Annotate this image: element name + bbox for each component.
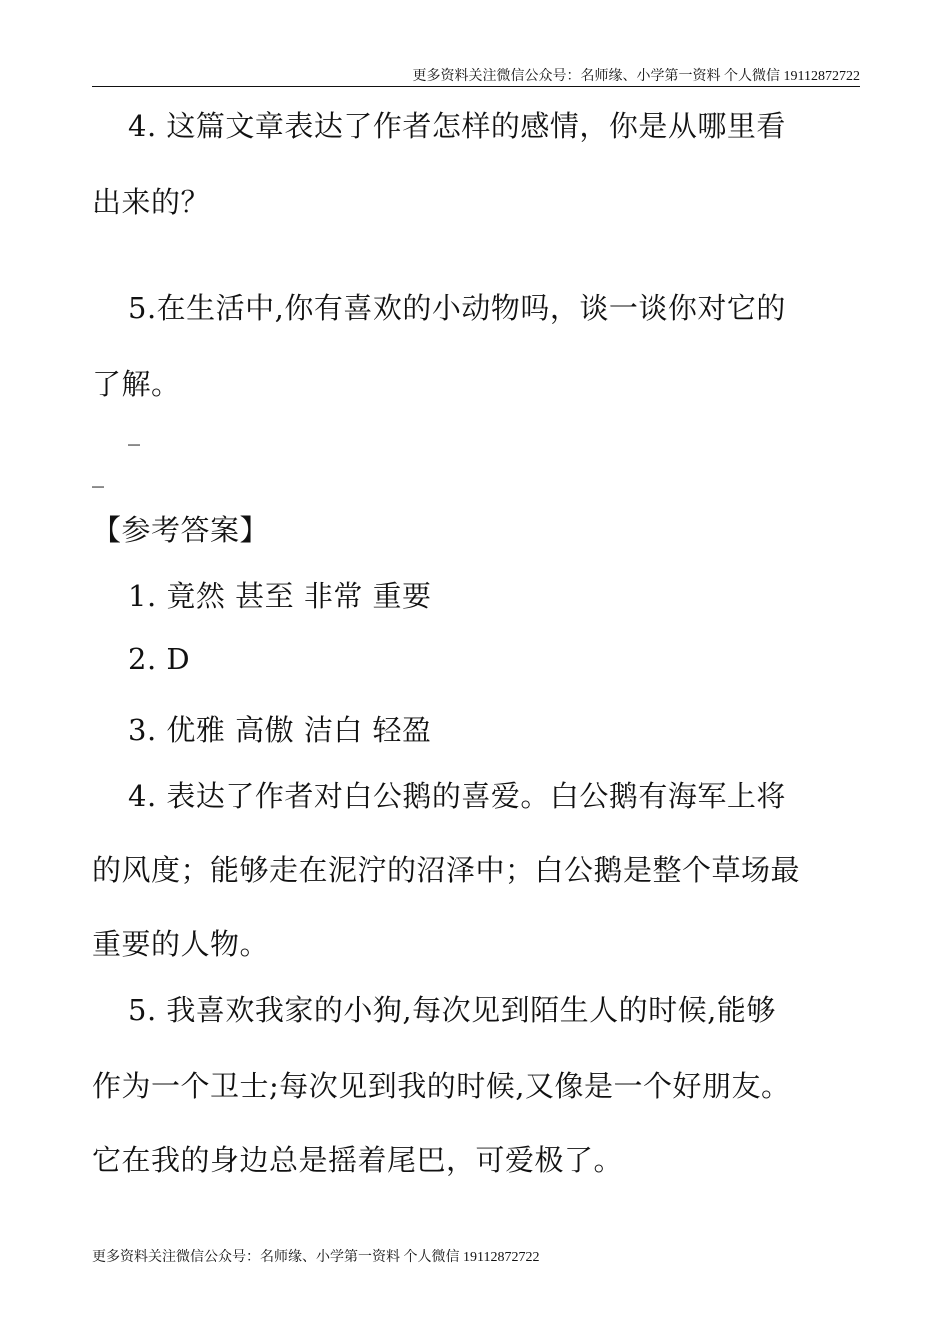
answer-4-line-3: 重要的人物。 [92,927,270,961]
question-4-line-2: 出来的？ [92,185,211,219]
answer-5-line-1: 5. 我喜欢我家的小狗,每次见到陌生人的时候,能够 [128,993,776,1027]
answer-5-line-2: 作为一个卫士;每次见到我的时候,又像是一个好朋友。 [92,1069,791,1103]
answer-1: 1. 竟然 甚至 非常 重要 [128,579,432,613]
question-4-line-1: 4. 这篇文章表达了作者怎样的感情，你是从哪里看 [128,109,786,143]
answer-4-line-2: 的风度；能够走在泥泞的沼泽中；白公鹅是整个草场最 [92,853,801,887]
question-5-line-1: 5.在生活中,你有喜欢的小动物吗，谈一谈你对它的 [128,291,786,325]
answer-3: 3. 优雅 高傲 洁白 轻盈 [128,713,432,747]
question-5-line-2: 了解。 [92,367,181,401]
answer-4-line-1: 4. 表达了作者对白公鹅的喜爱。白公鹅有海军上将 [128,779,786,813]
answer-key-heading: 【参考答案】 [92,513,270,547]
answer-blank-1: _ [128,418,140,446]
answer-blank-2: _ [92,460,104,488]
answer-5-line-3: 它在我的身边总是摇着尾巴，可爱极了。 [92,1143,624,1177]
answer-2: 2. D [128,642,191,676]
page-header: 更多资料关注微信公众号：名师缘、小学第一资料 个人微信 19112872722 [412,69,860,84]
header-divider [92,86,860,87]
page-footer: 更多资料关注微信公众号：名师缘、小学第一资料 个人微信 19112872722 [92,1250,540,1265]
